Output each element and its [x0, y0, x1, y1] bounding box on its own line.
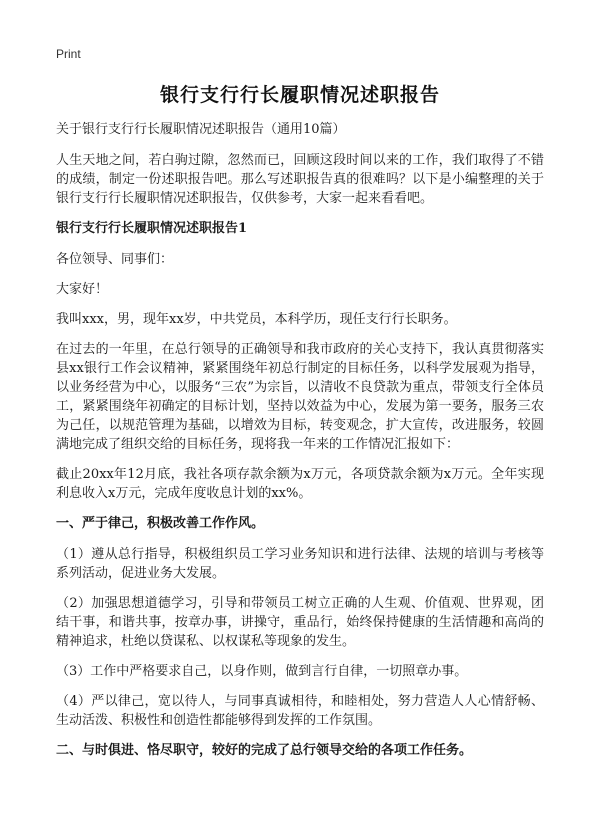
print-label[interactable]: Print	[56, 47, 81, 61]
list-item: （4）严以律己，宽以待人，与同事真诚相待，和睦相处，努力营造人人心情舒畅、生动活泼、积极性和创造性都能够得到发挥的工作氛围。	[56, 694, 544, 728]
document-body	[56, 120, 544, 772]
overview-paragraph: 在过去的一年里，在总行领导的正确领导和我市政府的关心支持下，我认真贯彻落实县xx银行工作会议精神，紧紧围绕年初总行制定的目标任务，以科学发展观为指导，以业务经营为中心，以服务“三农”为宗旨，以清收不良贷款为重点，带领支行全体员工，紧紧围绕年初确定的目标计划，坚持以效益为中心，发展为第一要务，服务三农为己任，以规范管理为基础，以增效为目标，转变观念，扩大宣传，改进服务，较圆满地完成了组织交给的目标任务，现将我一年来的工作情况汇报如下：	[56, 342, 544, 452]
self-introduction: 我叫xxx，男，现年xx岁，中共党员，本科学历，现任支行行长职务。	[56, 312, 457, 327]
greeting-colleagues: 各位领导、同事们：	[56, 252, 174, 267]
section-heading-1: 一、严于律己，积极改善工作作风。	[56, 516, 265, 531]
report-heading: 银行支行行长履职情况述职报告1	[56, 221, 248, 236]
list-item: （3）工作中严格要求自己，以身作则，做到言行自律，一切照章办事。	[56, 664, 468, 679]
document-subtitle: 关于银行支行行长履职情况述职报告（通用10篇）	[56, 122, 346, 137]
section-heading-2: 二、与时俱进、恪尽职守，较好的完成了总行领导交给的各项工作任务。	[56, 743, 473, 758]
list-item: （1）遵从总行指导，积极组织员工学习业务知识和进行法律、法规的培训与考核等系列活动，促进业务大发展。	[56, 547, 544, 581]
statistics-paragraph: 截止20xx年12月底，我社各项存款余额为x万元，各项贷款余额为x万元。全年实现利息收入x万元，完成年度收息计划的xx%。	[56, 467, 544, 501]
page-title: 银行支行行长履职情况述职报告	[159, 84, 440, 106]
list-item: （2）加强思想道德学习，引导和带领员工树立正确的人生观、价值观、世界观，团结干事，和谐共事，按章办事，讲操守，重品行，始终保持健康的生活情趣和高尚的精神追求，杜绝以贷谋私、以权谋私等现象的发生。	[56, 596, 544, 649]
intro-paragraph: 人生天地之间，若白驹过隙，忽然而已，回顾这段时间以来的工作，我们取得了不错的成绩，制定一份述职报告吧。那么写述职报告真的很难吗？以下是小编整理的关于银行支行行长履职情况述职报告，仅供参考，大家一起来看看吧。	[56, 153, 544, 206]
greeting-hello: 大家好！	[56, 282, 109, 297]
